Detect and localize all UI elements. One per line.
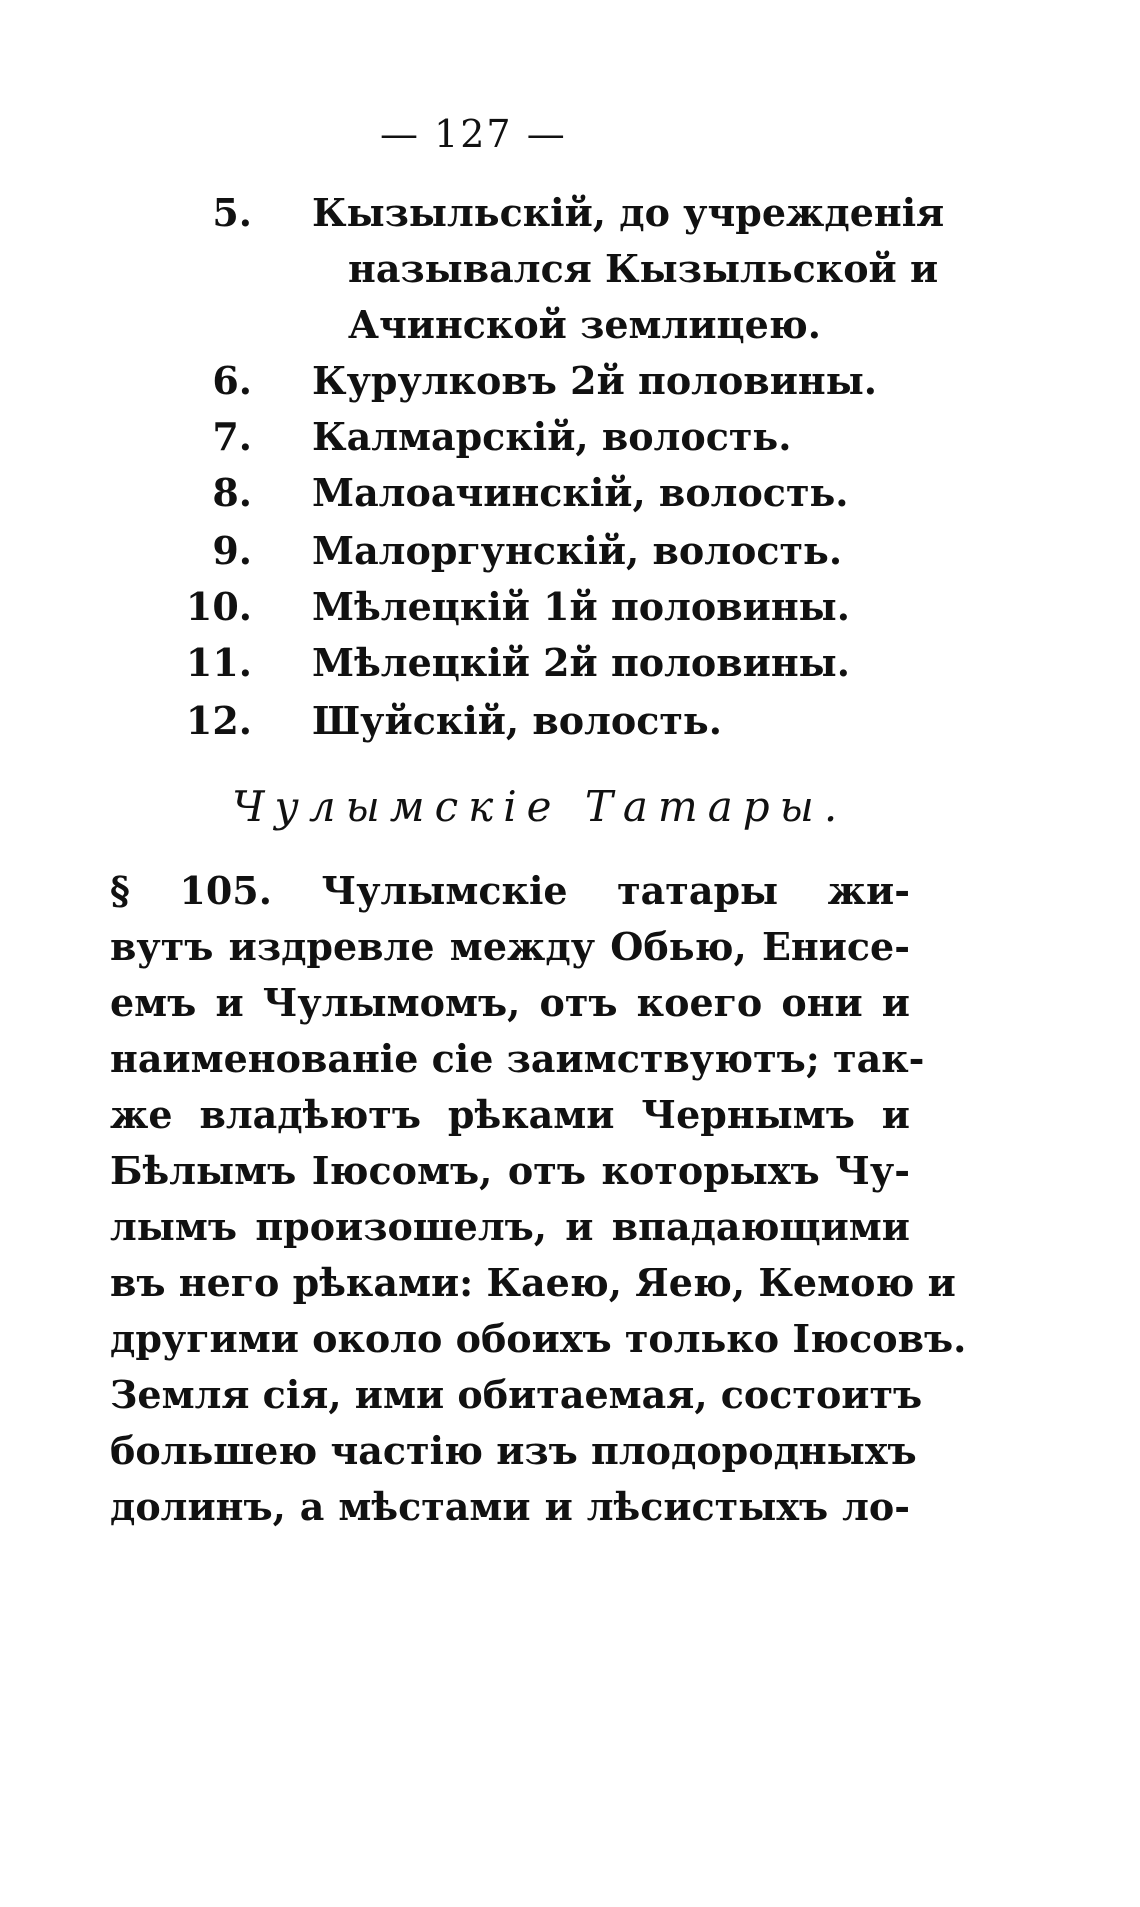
list-item-number: 8. bbox=[212, 470, 252, 515]
list-item-text: Шуйскій, волость. bbox=[312, 698, 722, 743]
paragraph-line: же владѣютъ рѣками Чернымъ и bbox=[110, 1092, 910, 1137]
list-item-text: Кызыльскій, до учрежденія bbox=[312, 190, 945, 235]
paragraph-line: лымъ произошелъ, и впадающими bbox=[110, 1204, 910, 1249]
paragraph-line: вутъ издревле между Обью, Енисе- bbox=[110, 924, 910, 969]
list-item-text: Малоргунскій, волость. bbox=[312, 528, 843, 573]
section-heading: Чулымскіе Татары. bbox=[232, 782, 848, 831]
list-item-number: 7. bbox=[212, 414, 252, 459]
paragraph-line: большею частію изъ плодородныхъ bbox=[110, 1428, 917, 1473]
paragraph-line: наименованіе сіе заимствуютъ; так- bbox=[110, 1036, 925, 1081]
paragraph-line: § 105. Чулымскіе татары жи- bbox=[110, 868, 910, 913]
list-item-text: Мѣлецкій 1й половины. bbox=[312, 584, 850, 629]
list-item-text: Малоачинскій, волость. bbox=[312, 470, 849, 515]
page-number: — 127 — bbox=[380, 112, 567, 156]
paragraph-line: Земля сія, ими обитаемая, состоитъ bbox=[110, 1372, 923, 1417]
list-item-number: 11. bbox=[185, 640, 252, 685]
paragraph-line: емъ и Чулымомъ, отъ коего они и bbox=[110, 980, 910, 1025]
list-item-number: 9. bbox=[212, 528, 252, 573]
list-item-text: Курулковъ 2й половины. bbox=[312, 358, 878, 403]
paragraph-line: Бѣлымъ Іюсомъ, отъ которыхъ Чу- bbox=[110, 1148, 910, 1193]
list-item-continuation: Ачинской землицею. bbox=[348, 302, 821, 347]
paragraph-line: долинъ, а мѣстами и лѣсистыхъ ло- bbox=[110, 1484, 910, 1529]
list-item-continuation: назывался Кызыльской и bbox=[348, 246, 939, 291]
list-item-number: 6. bbox=[212, 358, 252, 403]
paragraph-line: другими около обоихъ только Іюсовъ. bbox=[110, 1316, 967, 1361]
list-item-text: Калмарскій, волость. bbox=[312, 414, 792, 459]
paragraph-line: въ него рѣками: Каею, Яею, Кемою и bbox=[110, 1260, 956, 1305]
list-item-number: 5. bbox=[212, 190, 252, 235]
list-item-text: Мѣлецкій 2й половины. bbox=[312, 640, 850, 685]
list-item-number: 12. bbox=[185, 698, 252, 743]
list-item-number: 10. bbox=[185, 584, 252, 629]
